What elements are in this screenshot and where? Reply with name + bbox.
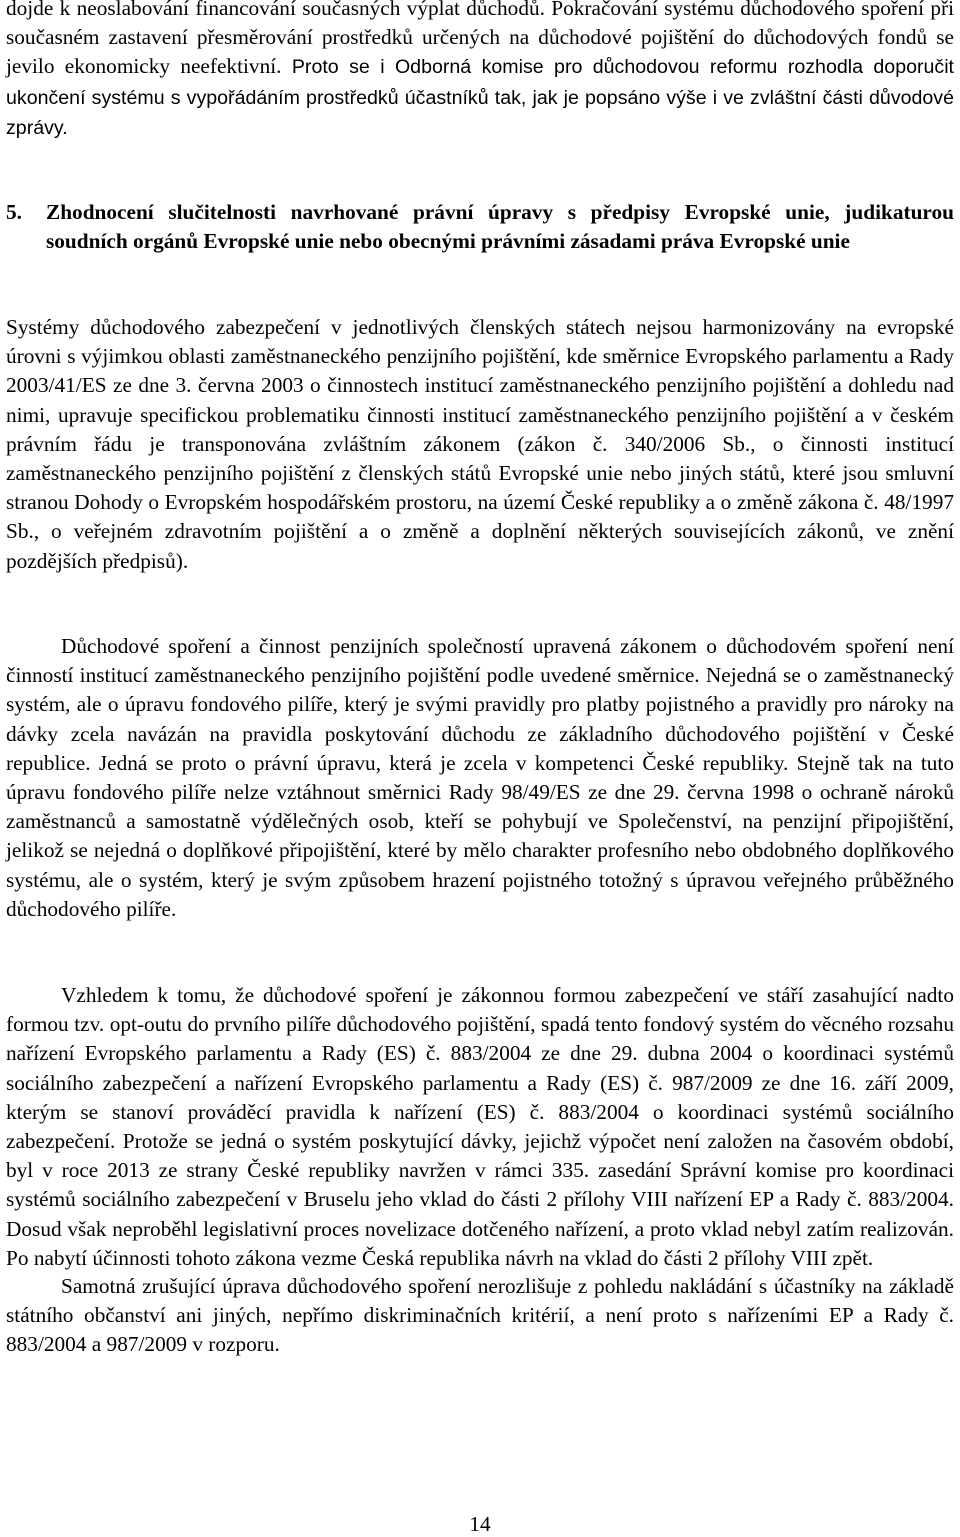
paragraph-continuation-sans-text: Proto se i Odborná komise pro důchodovou reformu rozhodla doporučit ukončení systému s vypořádáním prostředků účastníků tak, jak je popsáno výše i ve zvláštní části důvodové zprávy.: [6, 56, 955, 139]
section-number: 5.: [6, 200, 22, 224]
paragraph-eu-harmonization: Systémy důchodového zabezpečení v jednotlivých členských státech nejsou harmonizovány na evropské úrovni s výjimkou oblasti zaměstnaneckého penzijního pojištění, kde směrnice Evropského parlamentu a Rady 2003/41/ES ze dne 3. června 2003 o činnostech institucí zaměstnaneckého penzijního pojištění a dohledu nad nimi, upravuje specifickou problematiku činnosti institucí zaměstnaneckého penzijního pojištění a v českém právním řádu je transponována zvláštním zákonem (zákon č. 340/2006 Sb., o činnosti institucí zaměstnaneckého penzijního pojištění z členských států Evropské unie nebo jiných států, které jsou smluvní stranou Dohody o Evropském hospodářském prostoru, na území České republiky a o změně zákona č. 48/1997 Sb., o veřejném zdravotním pojištění a o změně a doplnění některých souvisejících zákonů, ve znění pozdějších předpisů).: [6, 315, 954, 573]
paragraph-regulation-883: Vzhledem k tomu, že důchodové spoření je zákonnou formou zabezpečení ve stáří zasahující nadto formou tzv. opt-outu do prvního pilíře důchodového pojištění, spadá tento fondový systém do věcného rozsahu nařízení Evropského parlamentu a Rady (ES) č. 883/2004 ze dne 29. dubna 2004 o koordinaci systémů sociálního zabezpečení a nařízení Evropského parlamentu a Rady (ES) č. 987/2009 ze dne 16. září 2009, kterým se stanoví prováděcí pravidla k nařízení (ES) č. 883/2004 o koordinaci systémů sociálního zabezpečení. Protože se jedná o systém poskytující dávky, jejichž výpočet není založen na časovém období, byl v roce 2013 ze strany České republiky navržen v rámci 335. zasedání Správní komise pro koordinaci systémů sociálního zabezpečení v Bruselu jeho vklad do části 2 přílohy VIII nařízení EP a Rady č. 883/2004. Dosud však neproběhl legislativní proces novelizace dotčeného nařízení, a proto vklad nebyl zatím realizován. Po nabytí účinnosti tohoto zákona vezme Česká republika návrh na vklad do části 2 přílohy VIII zpět.: [6, 983, 954, 1270]
paragraph-non-discrimination: Samotná zrušující úprava důchodového spoření nerozlišuje z pohledu nakládání s účastníky na základě státního občanství ani jiných, nepřímo diskriminačních kritérií, a není proto s nařízeními EP a Rady č. 883/2004 a 987/2009 v rozporu.: [6, 1274, 954, 1357]
paragraph-pension-saving: Důchodové spoření a činnost penzijních společností upravená zákonem o důchodovém spoření není činností institucí zaměstnaneckého penzijního pojištění podle uvedené směrnice. Nejedná se o zaměstnanecký systém, ale o úpravu fondového pilíře, který je svými pravidly pro platby pojistného a pravidly pro nároky na dávky zcela navázán na pravidla poskytování důchodu ze základního důchodového pojištění v České republice. Jedná se proto o právní úpravu, která je zcela v kompetenci České republiky. Stejně tak na tuto úpravu fondového pilíře nelze vztáhnout směrnici Rady 98/49/ES ze dne 29. června 1998 o ochraně nároků zaměstnanců a samostatně výdělečných osob, kteří se pohybují ve Společenství, na penzijní připojištění, jelikož se nejedná o doplňkové připojištění, které by mělo charakter profesního nebo obdobného doplňkového systému, ale o systém, který je svým způsobem hrazení pojistného totožný s úpravou veřejného průběžného důchodového pilíře.: [6, 634, 954, 921]
paragraph-continuation: [6, 0, 954, 143]
section-heading: [6, 198, 954, 256]
section-title: Zhodnocení slučitelnosti navrhované právní úpravy s předpisy Evropské unie, judikaturou soudních orgánů Evropské unie nebo obecnými právními zásadami práva Evropské unie: [46, 200, 954, 254]
paragraph-continuation-serif-text: dojde k neoslabování financování současných výplat důchodů. Pokračování systému důchodového spoření při současném zastavení přesměrování prostředků určených na důchodové pojištění do důchodových fondů se jevilo ekonomicky neefektivní.: [6, 0, 954, 79]
page-number: 14: [469, 1512, 491, 1536]
